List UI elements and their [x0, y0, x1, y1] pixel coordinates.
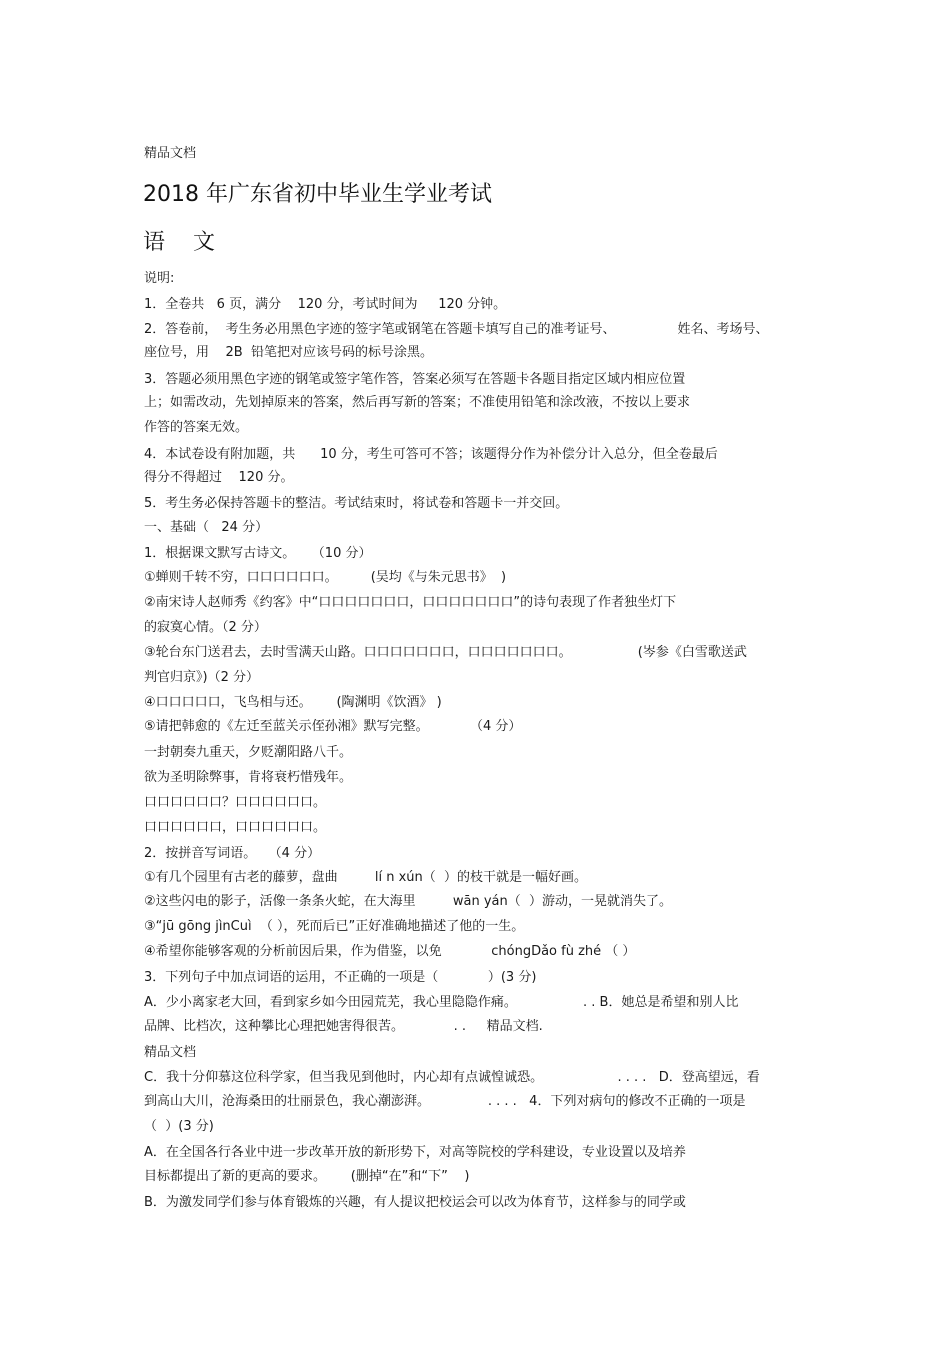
text-line: 判官归京》)（2 分） — [144, 670, 259, 685]
text-line: 品牌、比档次，这种攀比心理把她害得很苦。 . . 精品文档. — [144, 1019, 543, 1034]
text-line: ②南宋诗人赵师秀《约客》中“口口口口口口口，口口口口口口口”的诗句表现了作者独坐灯下 — [144, 595, 677, 610]
exam-title: 2018 年广东省初中毕业生学业考试 — [143, 182, 492, 207]
poem-line: 口口口口口口，口口口口口口。 — [144, 820, 327, 835]
text-line: ②这些闪电的影子，活像一条条火蛇，在大海里 wān yán（ ）游动，一晃就消失了。 — [144, 894, 672, 909]
text-line: 到高山大川，沧海桑田的壮丽景色，我心潮澎湃。 . . . . 4．下列对病句的修改不正确的一项是 — [144, 1094, 746, 1109]
text-line: 得分不得超过 120 分。 — [144, 470, 294, 485]
text-line: 3．答题必须用黑色字迹的钢笔或签字笔作答，答案必须写在答题卡各题目指定区域内相应位置 — [144, 372, 686, 387]
poem-line: 口口口口口口？口口口口口口。 — [144, 795, 327, 810]
text-line: 的寂寞心情。（2 分） — [144, 620, 267, 635]
text-line: A．在全国各行各业中进一步改革开放的新形势下，对高等院校的学科建设，专业设置以及培养 — [144, 1145, 686, 1160]
text-line: 目标都提出了新的更高的要求。 (删掉“在”和“下” ) — [144, 1169, 470, 1184]
poem-line: 欲为圣明除弊事，肯将衰朽惜残年。 — [144, 770, 353, 785]
text-line: （ ）(3 分) — [144, 1119, 214, 1134]
question-heading: 2．按拼音写词语。 （4 分） — [144, 846, 321, 861]
text-line: C．我十分仰慕这位科学家，但当我见到他时，内心却有点诚惶诚恐。 . . . . D．登高望远，看 — [144, 1070, 760, 1085]
subject-heading: 语 文 — [143, 230, 215, 255]
page-header: 精品文档 — [144, 146, 197, 161]
text-line: ①有几个园里有古老的藤萝，盘曲 lí n xún（ ）的枝干就是一幅好画。 — [144, 870, 588, 885]
text-line: 1．全卷共 6 页，满分 120 分，考试时间为 120 分钟。 — [144, 297, 507, 312]
text-line: ③轮台东门送君去，去时雪满天山路。口口口口口口口，口口口口口口口。 (岑参《白雪歌送武 — [144, 645, 747, 660]
text-line: 作答的答案无效。 — [144, 420, 249, 435]
question-heading: 3．下列句子中加点词语的运用，不正确的一项是（ ）(3 分) — [144, 970, 537, 985]
section-heading: 一、基础（ 24 分） — [144, 520, 269, 535]
text-line: 座位号，用 2B 铅笔把对应该号码的标号涂黑。 — [144, 345, 433, 360]
text-line: ④希望你能够客观的分析前因后果，作为借鉴，以免 chóngDǎo fù zhé （ ） — [144, 944, 636, 959]
poem-line: 一封朝奏九重天，夕贬潮阳路八千。 — [144, 745, 353, 760]
text-line: B．为激发同学们参与体育锻炼的兴趣，有人提议把校运会可以改为体育节，这样参与的同学或 — [144, 1195, 686, 1210]
text-line: A．少小离家老大回，看到家乡如今田园荒芜，我心里隐隐作痛。 . . B．她总是希望和别人比 — [144, 995, 739, 1010]
text-line: 4．本试卷设有附加题，共 10 分，考生可答可不答；该题得分作为补偿分计入总分，但全卷最后 — [144, 447, 718, 462]
text-line: 上；如需改动，先划掉原来的答案，然后再写新的答案；不准使用铅笔和涂改液，不按以上要求 — [144, 395, 691, 410]
text-line: 5．考生务必保持答题卡的整洁。考试结束时，将试卷和答题卡一并交回。 — [144, 496, 569, 511]
text-line: 2．答卷前， 考生务必用黑色字迹的签字笔或钢笔在答题卡填写自己的准考证号、 姓名、考场号、 — [144, 322, 769, 337]
text-line: ④口口口口口，飞鸟相与还。 (陶渊明《饮酒》 ) — [144, 695, 442, 710]
text-line: 说明: — [144, 271, 175, 286]
question-heading: 1．根据课文默写古诗文。 （10 分） — [144, 546, 372, 561]
page-header: 精品文档 — [144, 1045, 197, 1060]
text-line: ⑤请把韩愈的《左迁至蓝关示侄孙湘》默写完整。 （4 分） — [144, 719, 522, 734]
text-line: ③“jū gōng jìnCuì （ ），死而后已”正好准确地描述了他的一生。 — [144, 919, 525, 934]
text-line: ①蝉则千转不穷，口口口口口口。 (吴均《与朱元思书》 ) — [144, 570, 507, 585]
